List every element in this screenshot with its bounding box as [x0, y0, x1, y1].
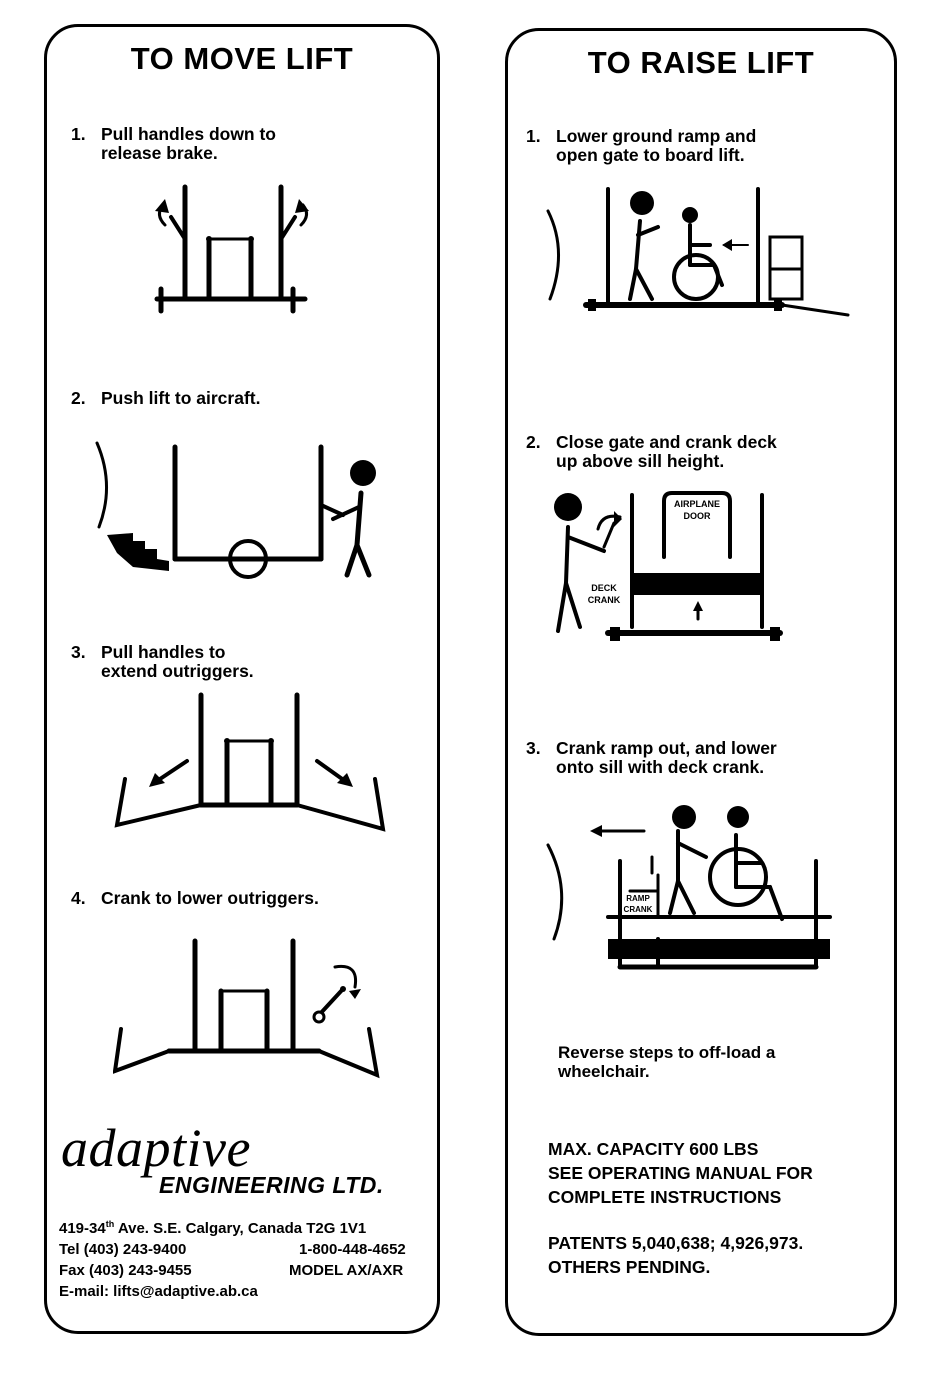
extend-outriggers-illustration — [113, 687, 393, 837]
ramp-crank-label: CRANK — [623, 905, 653, 914]
toll-free: 1-800-448-4652 — [299, 1241, 406, 1258]
address: 419-34th Ave. S.E. Calgary, Canada T2G 1V1 — [59, 1219, 367, 1237]
crank-label: CRANK — [587, 595, 621, 605]
manual-text-line2: COMPLETE INSTRUCTIONS — [548, 1187, 782, 1207]
door-label: DOOR — [683, 511, 711, 521]
raise-lift-panel: TO RAISE LIFT 1. Lower ground ramp and open gate to board lift. 2. Close gate and crank deck up above sill height. 3. Crank ramp out, and lower onto sill with deck crank. AIRPLANE DOOR DECK CRANK RAMP CRANK Reverse steps to off-load a wheelchair. MAX. CAPACITY 600 LBS SEE OPERATING MANUAL FOR COMPLETE INSTRUCTIONS PATENTS 5,040,638; 4,926,973. OTHERS PENDING. — [505, 28, 897, 1336]
patents-text: PATENTS 5,040,638; 4,926,973. — [548, 1233, 804, 1253]
ramp-label: RAMP — [626, 894, 650, 903]
fax: Fax (403) 243-9455 — [59, 1262, 192, 1279]
manual-text-line1: SEE OPERATING MANUAL FOR — [548, 1163, 813, 1183]
board-lift-illustration — [538, 181, 858, 321]
push-lift-illustration — [93, 435, 393, 595]
email: E-mail: lifts@adaptive.ab.ca — [59, 1283, 258, 1300]
company-name: ENGINEERING LTD. — [159, 1172, 384, 1198]
capacity-text: MAX. CAPACITY 600 LBS — [548, 1139, 759, 1159]
panel-title: TO RAISE LIFT — [587, 45, 815, 80]
move-lift-panel: TO MOVE LIFT 1. Pull handles down to release brake. 2. Push lift to aircraft. 3. Pull handles to extend outriggers. 4. Crank to lower outriggers. adaptive ENGINEERING LTD. 419-34th Ave. S.E. Calgary, Canada T2G 1V1 Tel (403) 243-9400 1-800-448-4652 Fax (403) 243-9455 MODEL AX/AXR E-mail: lifts@adaptive.ab.ca — [44, 24, 440, 1334]
panel-title: TO MOVE LIFT — [130, 41, 354, 76]
crank-deck-illustration — [548, 487, 788, 647]
release-brake-illustration — [147, 177, 317, 317]
airplane-label: AIRPLANE — [673, 499, 721, 509]
reverse-note: Reverse steps to off-load a wheelchair. — [558, 1043, 776, 1081]
crank-ramp-illustration — [538, 791, 848, 971]
deck-label: DECK — [591, 583, 617, 593]
model: MODEL AX/AXR — [289, 1262, 404, 1279]
telephone: Tel (403) 243-9400 — [59, 1241, 187, 1258]
company-logo: adaptive — [61, 1118, 251, 1178]
pending-text: OTHERS PENDING. — [548, 1257, 711, 1277]
lower-outriggers-illustration — [113, 933, 393, 1083]
